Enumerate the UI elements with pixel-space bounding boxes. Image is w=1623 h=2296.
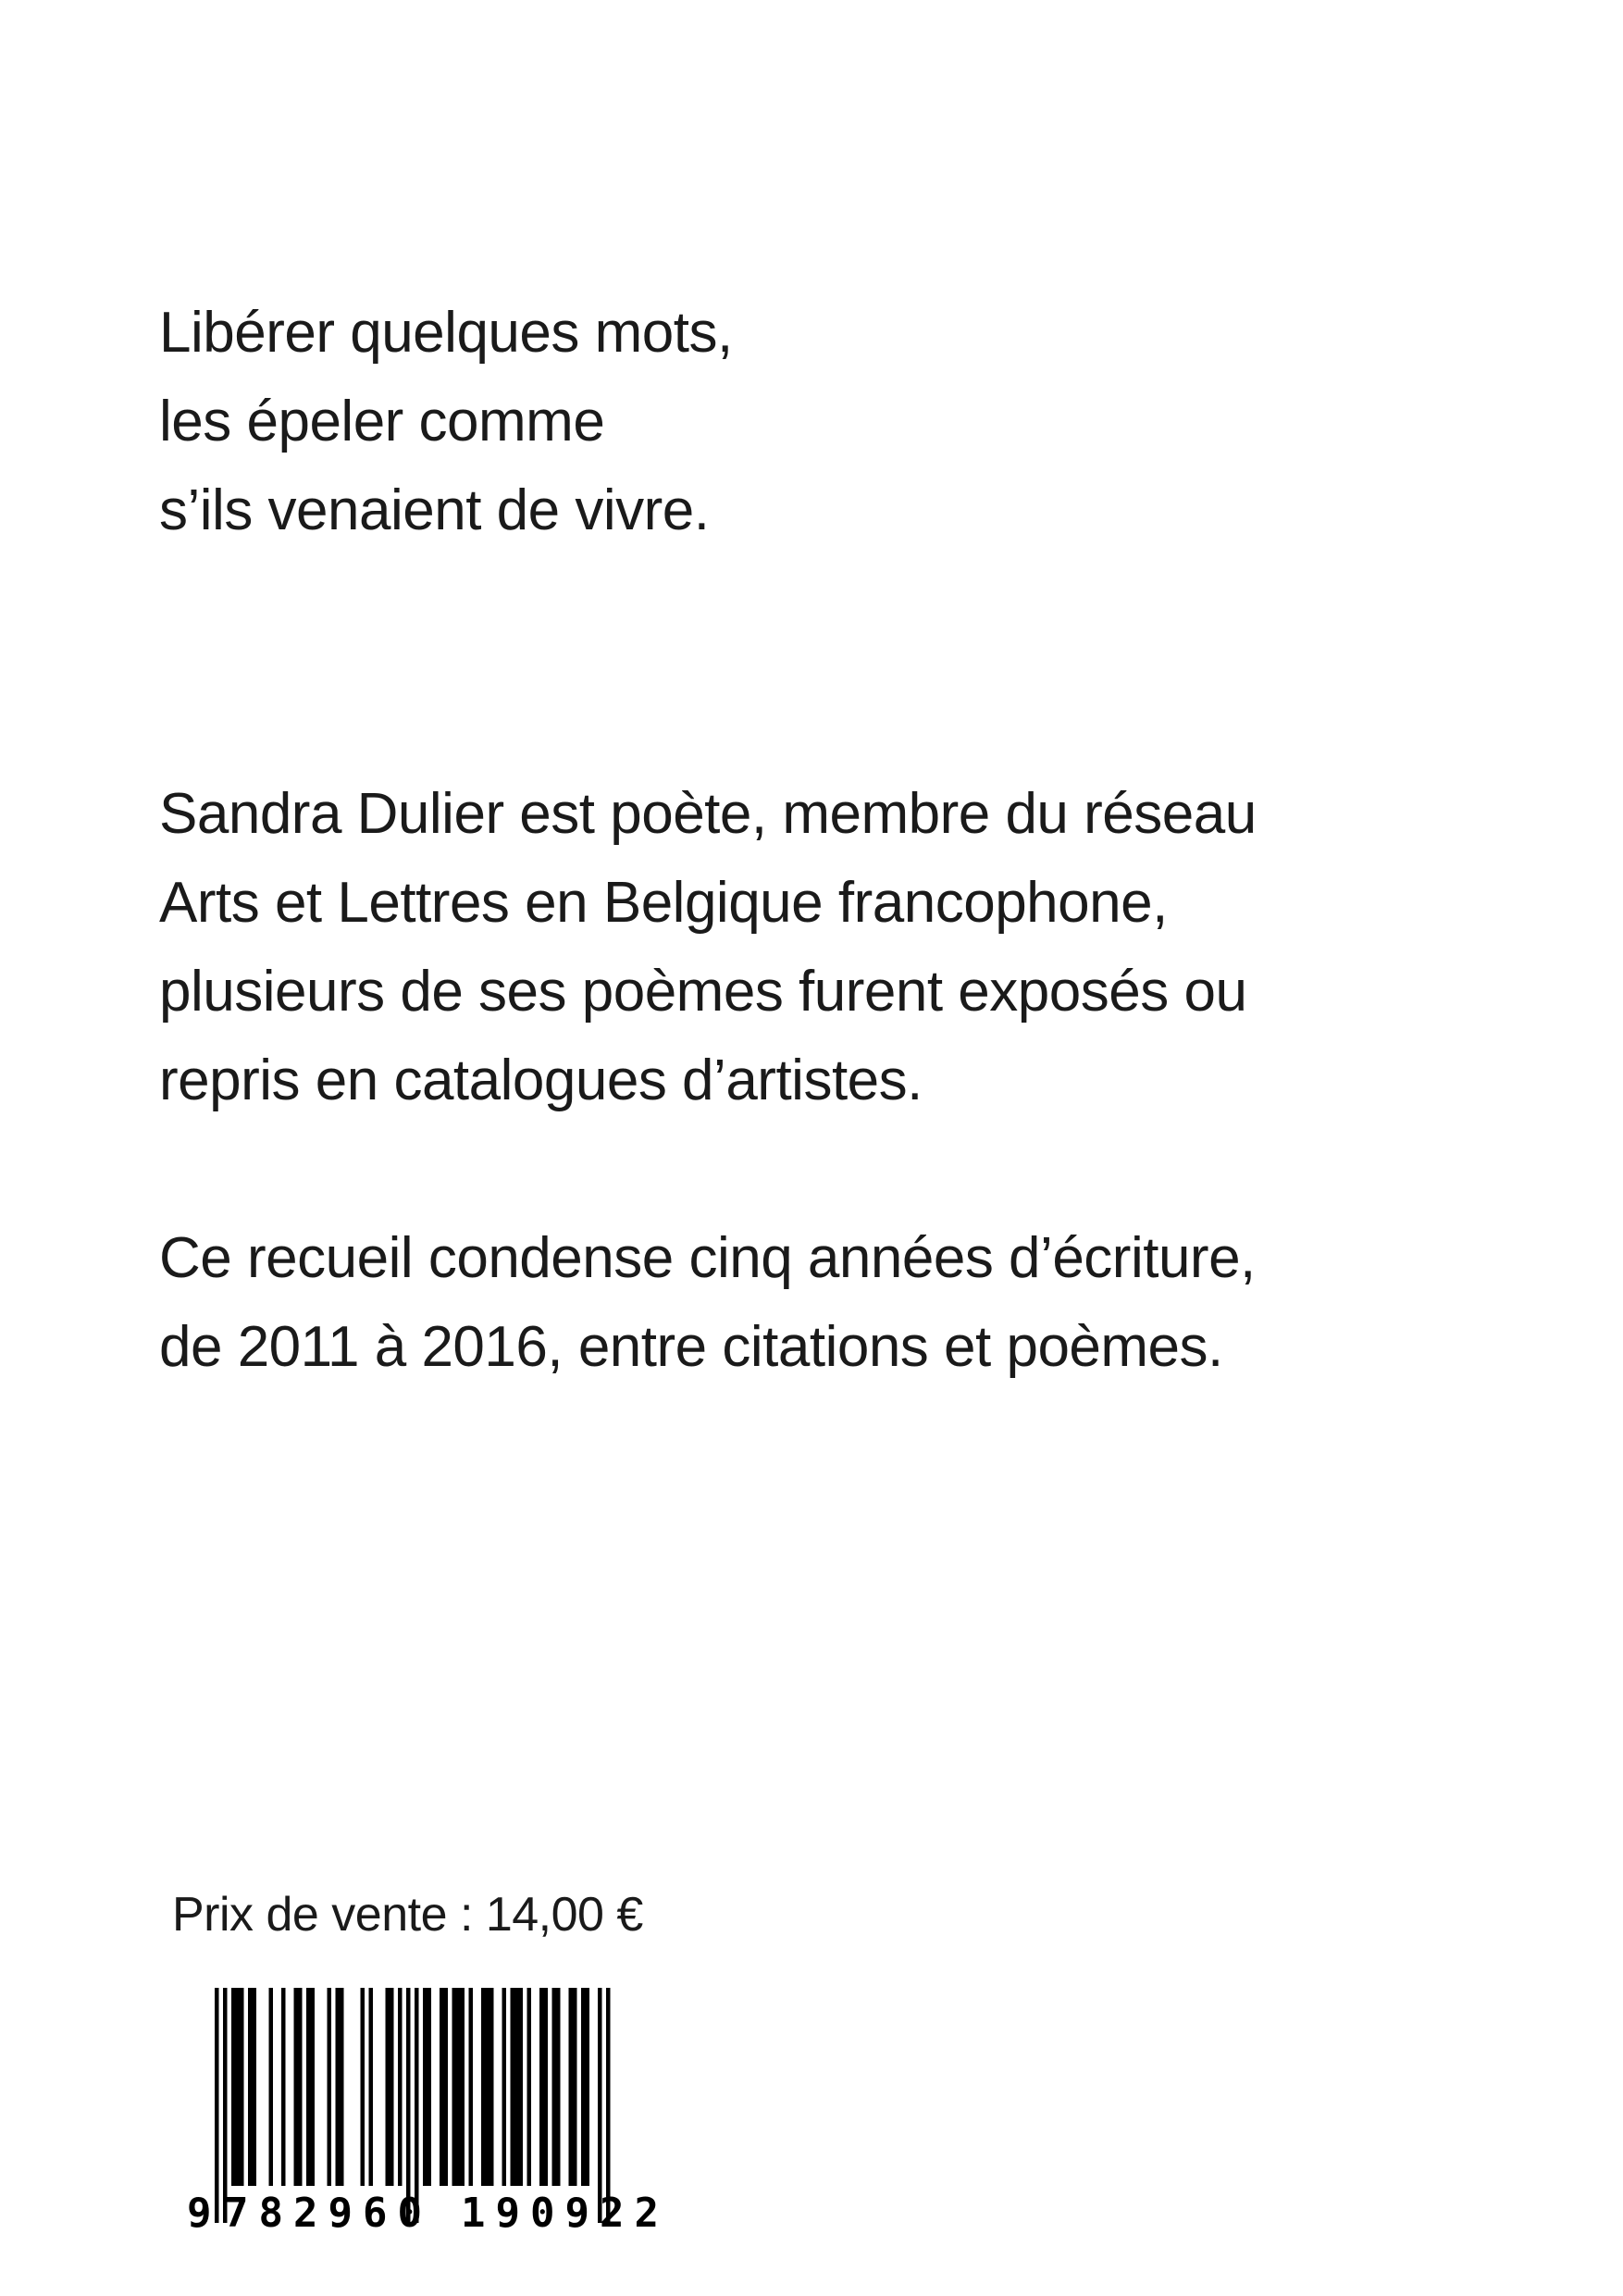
author-bio-line-4: repris en catalogues d’artistes. [159,1049,923,1112]
barcode-bar [369,1988,374,2186]
barcode-bar [456,1988,461,2186]
barcode-bar [461,1988,465,2186]
barcode-bar [502,1988,507,2186]
barcode-bar [361,1988,365,2186]
barcode-bar [444,1988,449,2186]
author-bio-line-2: Arts et Lettres en Belgique francophone, [159,871,1168,935]
barcode-bar [340,1988,344,2186]
barcode-bar [469,1988,474,2186]
book-summary [159,1214,1256,1392]
author-bio-line-1: Sandra Dulier est poète, membre du réseau [159,782,1257,846]
author-bio [159,770,1257,1125]
barcode-bar [539,1988,544,2186]
isbn-right-digits: 190922 [461,2190,669,2237]
barcode-bar [294,1988,299,2186]
barcode-bar [552,1988,557,2186]
isbn-left-digits: 782960 [224,2190,432,2237]
barcode-bar [311,1988,316,2186]
barcode-bar [269,1988,274,2186]
barcode-bar [581,1988,586,2186]
epigraph [159,289,733,555]
barcode-bar [519,1988,524,2186]
ean13-barcode-icon [183,1988,683,2240]
barcode-bar [481,1988,486,2186]
barcode-bar [544,1988,549,2186]
barcode-bar [306,1988,311,2186]
book-summary-line-2: de 2011 à 2016, entre citations et poèmes. [159,1315,1223,1379]
barcode-bar [573,1988,577,2186]
sale-price: Prix de vente : 14,00 € [172,1888,643,1942]
barcode-bar [556,1988,561,2186]
barcode-bar [248,1988,253,2186]
barcode-bar [486,1988,490,2186]
barcode-bar [452,1988,457,2186]
epigraph-line-3: s’ils venaient de vivre. [159,478,710,542]
barcode-bar [489,1988,494,2186]
barcode-bar [569,1988,574,2186]
barcode-bar [514,1988,519,2186]
barcode-bar [423,1988,427,2186]
book-summary-line-1: Ce recueil condense cinq années d’écriture, [159,1226,1256,1290]
barcode-bar [398,1988,403,2186]
isbn-digits [183,2188,683,2240]
barcode-bar [527,1988,532,2186]
barcode-bar [386,1988,390,2186]
barcode-bar [236,1988,241,2186]
barcode-bar [427,1988,432,2186]
barcode-bar [240,1988,244,2186]
barcode-bar [586,1988,590,2186]
barcode-bar [328,1988,332,2186]
barcode-bar [298,1988,303,2186]
barcode-bar [231,1988,236,2186]
barcode-bar [253,1988,257,2186]
barcode-bar [511,1988,515,2186]
author-bio-line-3: plusieurs de ses poèmes furent exposés ou [159,960,1247,1024]
barcode-bar [390,1988,394,2186]
barcode-bar [440,1988,444,2186]
isbn-lead-digit: 9 [187,2190,212,2237]
epigraph-line-2: les épeler comme [159,390,605,453]
epigraph-line-1: Libérer quelques mots, [159,301,733,365]
barcode-bar [281,1988,286,2186]
barcode-bar [336,1988,341,2186]
